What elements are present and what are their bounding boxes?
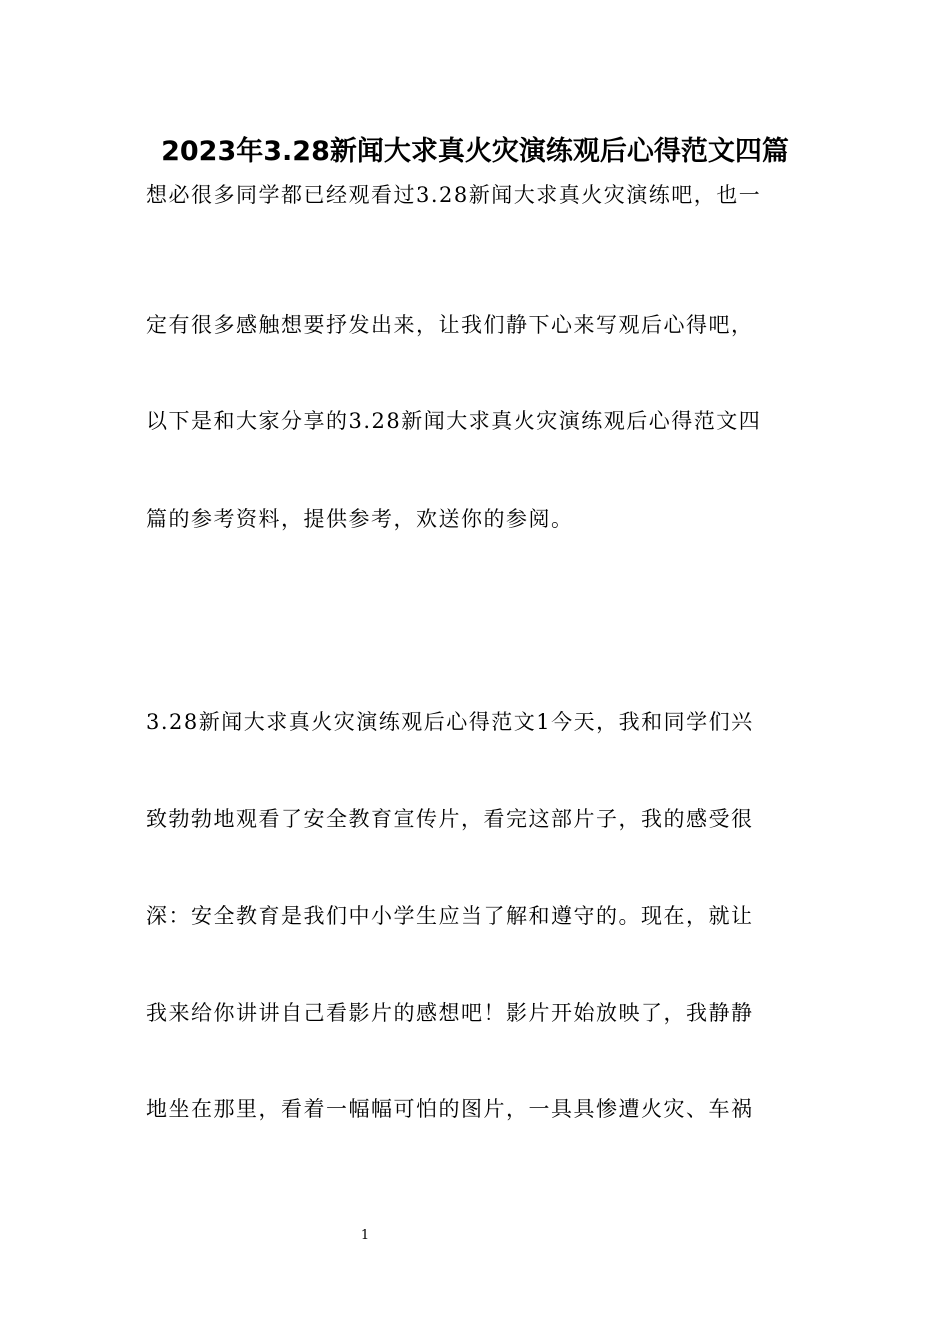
- paragraph-line: 以下是和大家分享的3.28新闻大求真火灾演练观后心得范文四: [146, 409, 762, 433]
- paragraph-line: 定有很多感触想要抒发出来，让我们静下心来写观后心得吧，: [146, 313, 754, 337]
- page-number: 1: [360, 1228, 370, 1243]
- paragraph-line: 篇的参考资料，提供参考，欢送你的参阅。: [146, 507, 574, 531]
- paragraph-line: 深：安全教育是我们中小学生应当了解和遵守的。现在，就让: [146, 904, 754, 928]
- paragraph-line: 想必很多同学都已经观看过3.28新闻大求真火灾演练吧，也一: [146, 183, 762, 207]
- paragraph-line: 地坐在那里，看着一幅幅可怕的图片，一具具惨遭火灾、车祸: [146, 1097, 754, 1121]
- paragraph-line: 3.28新闻大求真火灾演练观后心得范文1今天，我和同学们兴: [146, 710, 754, 734]
- document-title: 2023年3.28新闻大求真火灾演练观后心得范文四篇: [161, 136, 789, 167]
- paragraph-line: 我来给你讲讲自己看影片的感想吧！影片开始放映了，我静静: [146, 1001, 754, 1025]
- paragraph-line: 致勃勃地观看了安全教育宣传片，看完这部片子，我的感受很: [146, 807, 754, 831]
